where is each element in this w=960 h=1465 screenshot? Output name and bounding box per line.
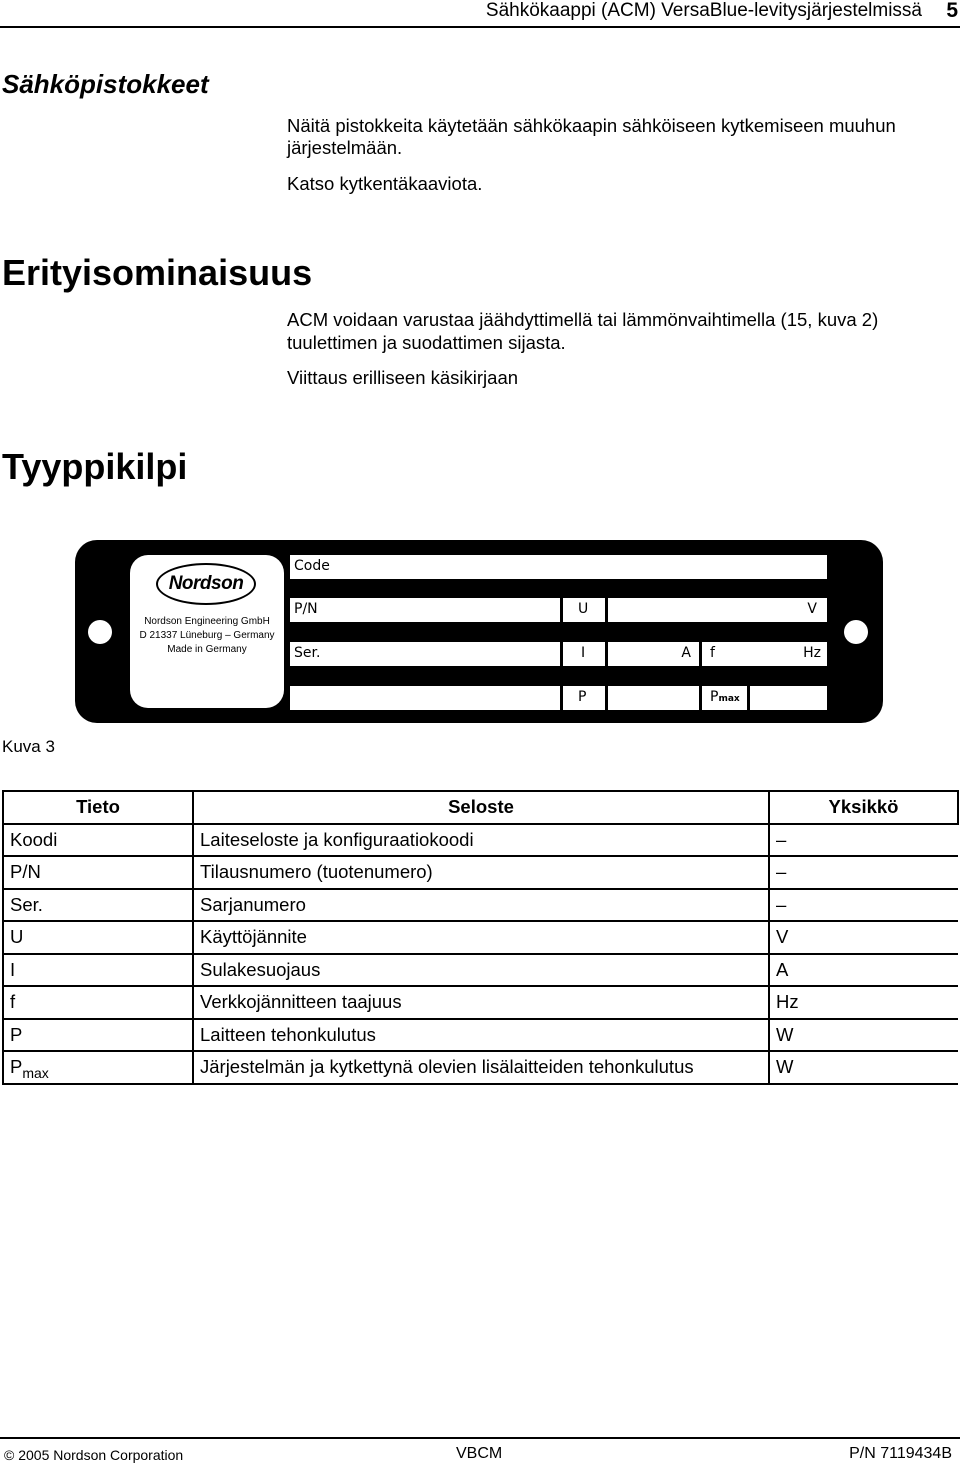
- field-pmax-value: [750, 686, 827, 710]
- label-pmax: Pmax: [710, 689, 740, 705]
- field-pmax: [702, 686, 747, 710]
- cell-unit: Hz: [769, 986, 958, 1019]
- label-f: f: [710, 645, 715, 661]
- mounting-hole-right: [844, 620, 868, 644]
- header-rule: [0, 26, 960, 28]
- address-line-1: Nordson Engineering GmbH: [144, 616, 270, 627]
- label-v: V: [807, 601, 817, 617]
- field-v: [608, 598, 827, 622]
- cell-desc: Järjestelmän ja kytkettynä olevien lisälaitteiden tehonkulutus: [193, 1051, 769, 1084]
- label-ser: Ser.: [294, 645, 321, 661]
- plugs-text-line-1: Näitä pistokkeita käytetään sähkökaapin sähköiseen kytkemiseen muuhun: [287, 115, 896, 136]
- heading-plugs: Sähköpistokkeet: [2, 69, 209, 99]
- heading-typeplate: Tyyppikilpi: [2, 446, 188, 487]
- heading-special: Erityisominaisuus: [2, 252, 313, 293]
- label-pn: P/N: [294, 601, 318, 617]
- cell-desc: Tilausnumero (tuotenumero): [193, 856, 769, 889]
- table-header-row: [3, 791, 958, 824]
- special-text-line-3: Viittaus erilliseen käsikirjaan: [287, 367, 519, 388]
- field-code: [290, 555, 827, 579]
- plugs-text-line-3: Katso kytkentäkaaviota.: [287, 173, 483, 194]
- label-hz: Hz: [803, 645, 821, 661]
- cell-item: $P_{max}$: [3, 1051, 193, 1084]
- cell-desc: Sulakesuojaus: [193, 954, 769, 987]
- address-line-2: D 21337 Lüneburg – Germany: [139, 630, 275, 641]
- nameplate-address: [130, 615, 284, 657]
- header-unit: Yksikkö: [769, 791, 958, 824]
- table-row: [3, 921, 958, 954]
- field-a: [608, 642, 699, 666]
- table-row: [3, 824, 958, 857]
- cell-unit: –: [769, 856, 958, 889]
- label-p: P: [578, 689, 587, 705]
- cell-item: P: [3, 1019, 193, 1052]
- cell-unit: –: [769, 824, 958, 857]
- table-row: [3, 856, 958, 889]
- page-number: 5: [946, 0, 958, 22]
- address-line-3: Made in Germany: [167, 644, 247, 655]
- cell-item: Koodi: [3, 824, 193, 857]
- table-row: [3, 954, 958, 987]
- cell-desc: Sarjanumero: [193, 889, 769, 922]
- cell-item: f: [3, 986, 193, 1019]
- field-p: [563, 686, 605, 710]
- table-row: [3, 986, 958, 1019]
- field-pn: [290, 598, 560, 622]
- cell-item: Ser.: [3, 889, 193, 922]
- nordson-logo: Nordson: [156, 563, 256, 605]
- field-ser: [290, 642, 560, 666]
- footer-code: VBCM: [456, 1445, 503, 1462]
- field-u: [563, 598, 605, 622]
- header-item: Tieto: [3, 791, 193, 824]
- header-desc: Seloste: [193, 791, 769, 824]
- table-row: [3, 1051, 958, 1084]
- cell-item: P/N: [3, 856, 193, 889]
- cell-desc: Laitteen tehonkulutus: [193, 1019, 769, 1052]
- figure-caption: Kuva 3: [2, 737, 55, 756]
- label-a: A: [681, 645, 691, 661]
- field-i: [563, 642, 605, 666]
- running-header-title: Sähkökaappi (ACM) VersaBlue-levitysjärjestelmissä: [485, 0, 922, 21]
- cell-item: I: [3, 954, 193, 987]
- field-blank: [290, 686, 560, 710]
- label-u: U: [578, 601, 589, 617]
- cell-unit: A: [769, 954, 958, 987]
- cell-desc: Laiteseloste ja konfiguraatiokoodi: [193, 824, 769, 857]
- field-f-hz: [702, 642, 827, 666]
- footer-rule: [0, 1437, 960, 1439]
- cell-desc: Käyttöjännite: [193, 921, 769, 954]
- table-row: [3, 889, 958, 922]
- label-code: Code: [294, 558, 330, 574]
- special-text-line-2: tuulettimen ja suodattimen sijasta.: [287, 332, 566, 353]
- mounting-hole-left: [88, 620, 112, 644]
- table-row: [3, 1019, 958, 1052]
- cell-unit: V: [769, 921, 958, 954]
- cell-item: U: [3, 921, 193, 954]
- cell-unit: W: [769, 1019, 958, 1052]
- special-text-line-1: ACM voidaan varustaa jäähdyttimellä tai lämmönvaihtimella (15, kuva 2): [287, 309, 879, 330]
- plugs-text-line-2: järjestelmään.: [287, 137, 403, 158]
- cell-unit: –: [769, 889, 958, 922]
- label-i: I: [581, 645, 586, 661]
- cell-desc: Verkkojännitteen taajuus: [193, 986, 769, 1019]
- footer-part-number: P/N 7119434B: [849, 1445, 952, 1462]
- cell-unit: W: [769, 1051, 958, 1084]
- footer-copyright: © 2005 Nordson Corporation: [4, 1447, 184, 1463]
- spec-table: [2, 790, 959, 1085]
- field-p-value: [608, 686, 699, 710]
